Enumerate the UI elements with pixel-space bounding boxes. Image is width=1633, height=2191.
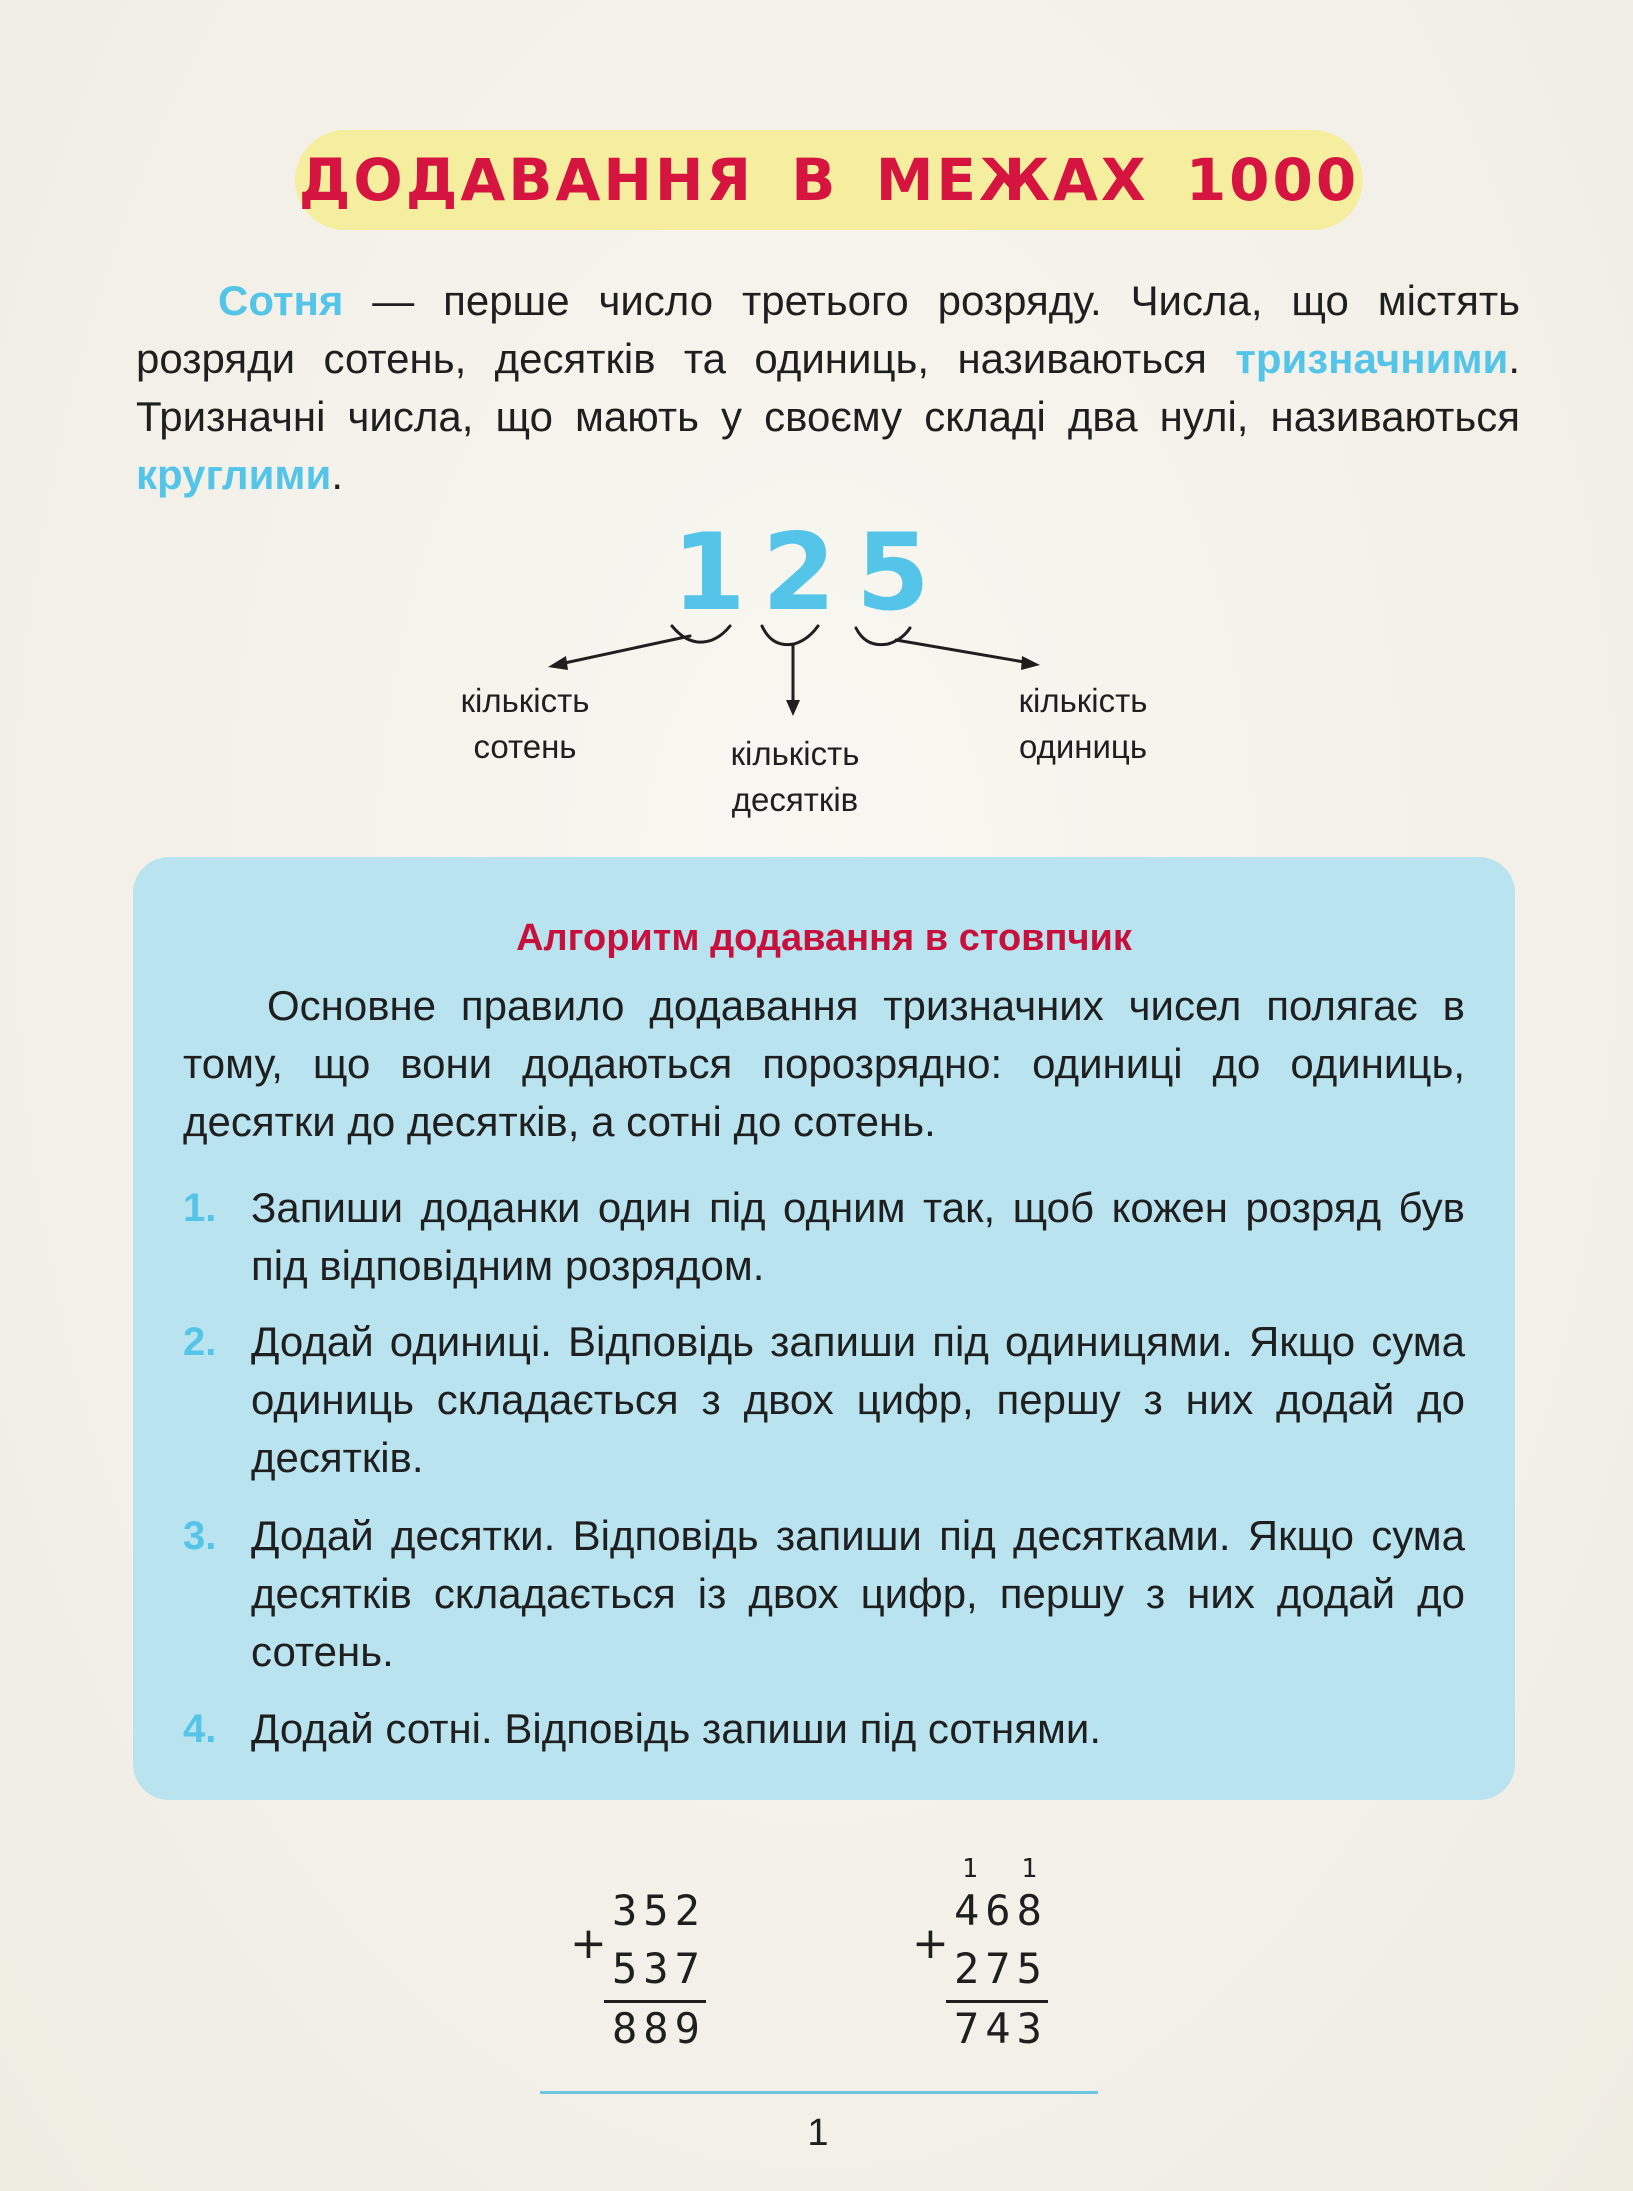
sum-line (604, 2000, 706, 2003)
step-text: Запиши доданки один під одним так, щоб кожен розряд був під відповідним розрядом. (251, 1184, 1465, 1289)
arrow-units (896, 640, 1030, 663)
intro-text-1: — перше число третього розряду. Числа, що містять розряди сотень, десятків та одиниць, називаються (136, 277, 1520, 382)
algorithm-step (183, 1507, 1465, 1681)
brace-hundreds (672, 626, 730, 642)
algorithm-intro: Основне правило додавання тризначних чисел полягає в тому, що вони додаються порозрядно: одиниці до одиниць, десятки до десятків, а сотні до сотень. (183, 982, 1465, 1145)
addend-2: 275 (954, 1944, 1048, 1993)
algorithm-step (183, 1313, 1465, 1487)
addend-2: 537 (612, 1944, 706, 1993)
addend-1: 352 (612, 1886, 706, 1935)
step-text: Додай одиниці. Відповідь запиши під одиницями. Якщо сума одиниць складається з двох цифр, першу з них додай до десятків. (251, 1318, 1465, 1481)
carry-digits: 1 1 (962, 1854, 1051, 1884)
plus-sign: + (570, 1918, 607, 1969)
brace-tens (762, 626, 818, 645)
plus-sign: + (912, 1918, 949, 1969)
algorithm-step (183, 1179, 1465, 1295)
intro-text-3: . (331, 451, 343, 498)
algorithm-box (133, 857, 1515, 1800)
digit-hundreds: 1 (672, 511, 746, 634)
arrowhead-hundreds (548, 656, 568, 670)
digit-tens: 2 (762, 511, 836, 634)
term-hundred: Сотня (218, 277, 344, 324)
addend-1: 468 (954, 1886, 1048, 1935)
term-round: круглими (136, 451, 332, 498)
step-number: 3. (183, 1514, 217, 1558)
arrowhead-units (1021, 656, 1040, 670)
arrowhead-tens (786, 700, 800, 716)
step-number: 2. (183, 1320, 217, 1364)
sum: 743 (954, 2004, 1048, 2053)
intro-text-2: . Тризначні числа, що мають у своєму складі два нулі, називаються (136, 335, 1520, 440)
label-tens: кількість десятків (730, 735, 860, 818)
term-three-digit: тризначними (1235, 335, 1509, 382)
algorithm-step (183, 1700, 1465, 1758)
step-number: 4. (183, 1707, 217, 1751)
step-text: Додай сотні. Відповідь запиши під сотнями. (251, 1705, 1101, 1752)
label-hundreds: кількість сотень (460, 682, 590, 765)
sum-line (946, 2000, 1048, 2003)
footer-divider (540, 2091, 1098, 2094)
sum: 889 (612, 2004, 706, 2053)
step-number: 1. (183, 1186, 217, 1230)
page-title: ДОДАВАННЯ В МЕЖАХ 1000 (298, 146, 1360, 214)
algorithm-title: Алгоритм додавання в стовпчик (516, 917, 1132, 959)
page-number: 1 (807, 2112, 829, 2154)
label-units: кількість одиниць (1018, 682, 1148, 765)
step-text: Додай десятки. Відповідь запиши під десятками. Якщо сума десятків складається із двох цифр, першу з них додай до сотень. (251, 1512, 1465, 1675)
digit-units: 5 (856, 511, 930, 634)
arrow-hundreds (560, 636, 690, 664)
